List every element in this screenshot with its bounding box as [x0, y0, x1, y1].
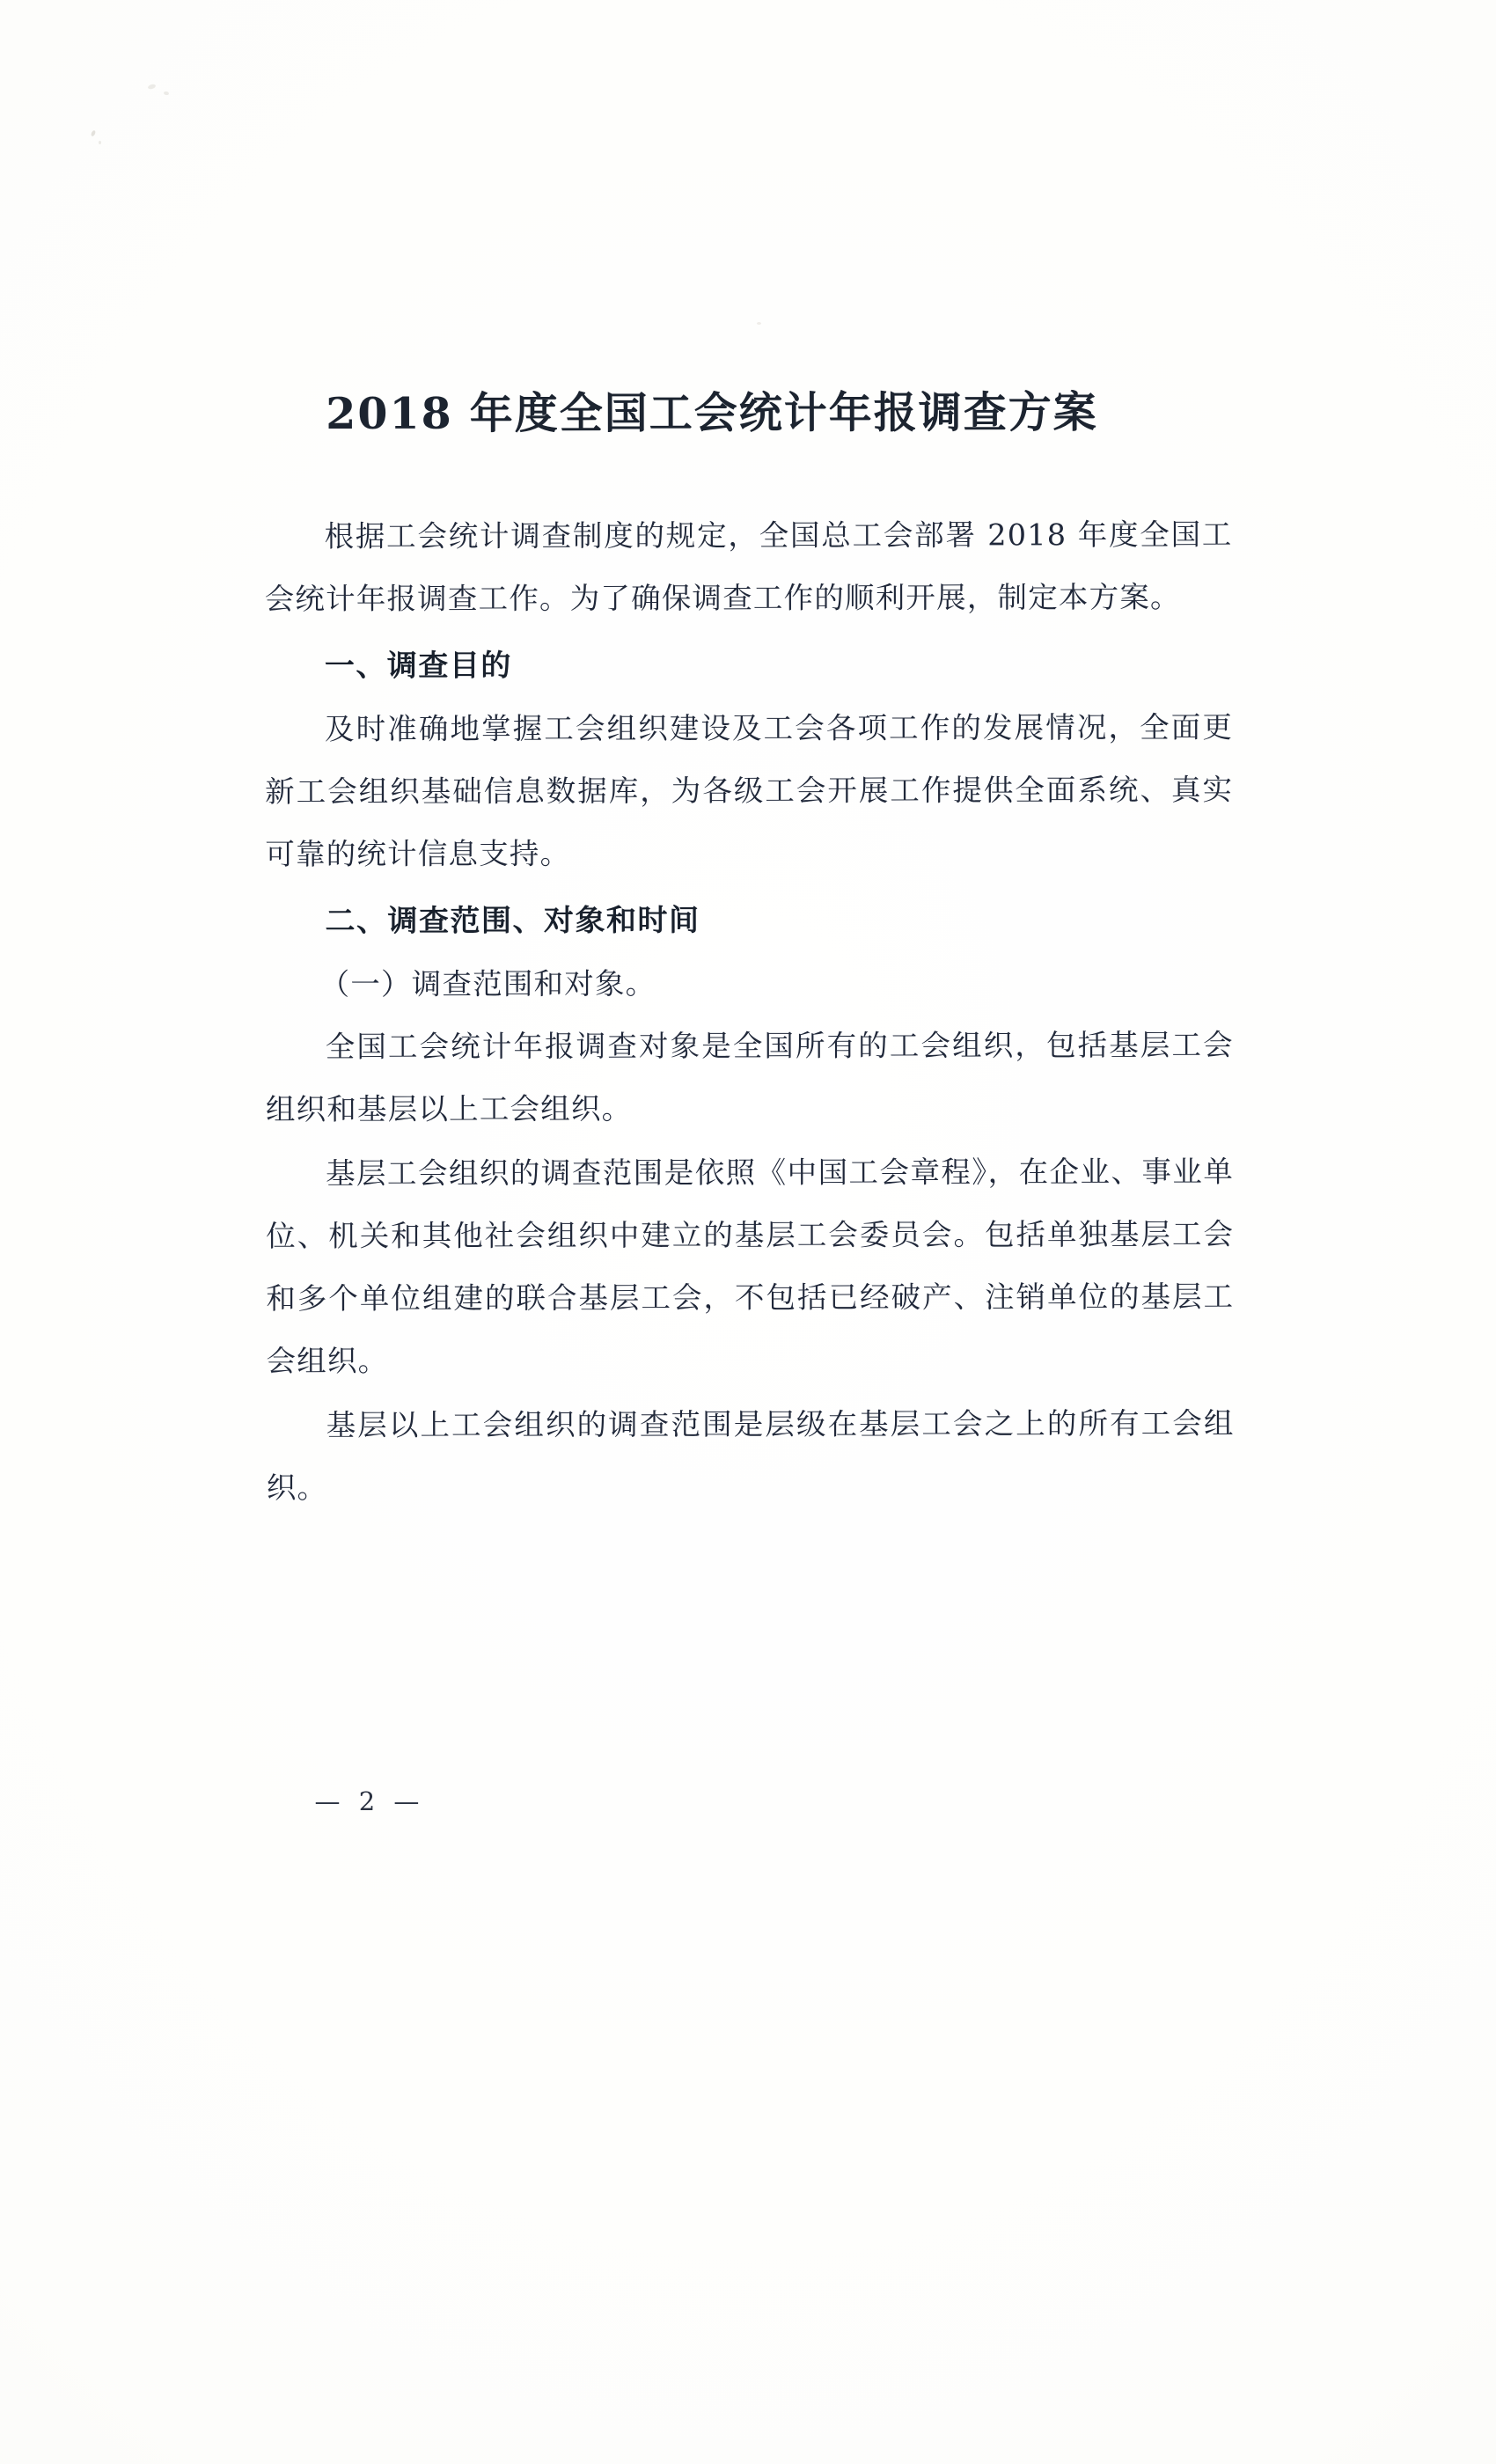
section-heading-purpose: 一、调查目的 [324, 648, 512, 684]
section-scope-paragraph-1: 全国工会统计年报调查对象是全国所有的工会组织，包括基层工会组织和基层以上工会组织。 [265, 1027, 1234, 1126]
section-scope-paragraph-3: 基层以上工会组织的调查范围是层级在基层工会之上的所有工会组织。 [266, 1405, 1235, 1505]
scan-speck-icon [147, 84, 156, 91]
scan-speck-icon [91, 129, 97, 136]
scan-speck-icon [99, 141, 101, 144]
page-number: — 2 — [314, 1786, 425, 1816]
document-content [264, 503, 1234, 1519]
section-scope-paragraph-2: 基层工会组织的调查范围是依照《中国工会章程》，在企业、事业单位、机关和其他社会组织中建立的基层工会委员会。包括单独基层工会和多个单位组建的联合基层工会，不包括已经破产、注销单位的基层工会组织。 [266, 1154, 1235, 1378]
intro-paragraph: 根据工会统计调查制度的规定，全国总工会部署 2018 年度全国工会统计年报调查工作。为了确保调查工作的顺利开展，制定本方案。 [264, 517, 1233, 616]
scan-speck-icon [164, 91, 170, 95]
document-body [263, 0, 1235, 1521]
subsection-heading-scope-objects: （一）调查范围和对象。 [319, 966, 656, 1001]
section-purpose-paragraph: 及时准确地掌握工会组织建设及工会各项工作的发展情况，全面更新工会组织基础信息数据库，为各级工会开展工作提供全面系统、真实可靠的统计信息支持。 [265, 709, 1234, 871]
page-title: 2018 年度全国工会统计年报调查方案 [326, 386, 1098, 440]
section-heading-scope: 二、调查范围、对象和时间 [325, 902, 700, 939]
